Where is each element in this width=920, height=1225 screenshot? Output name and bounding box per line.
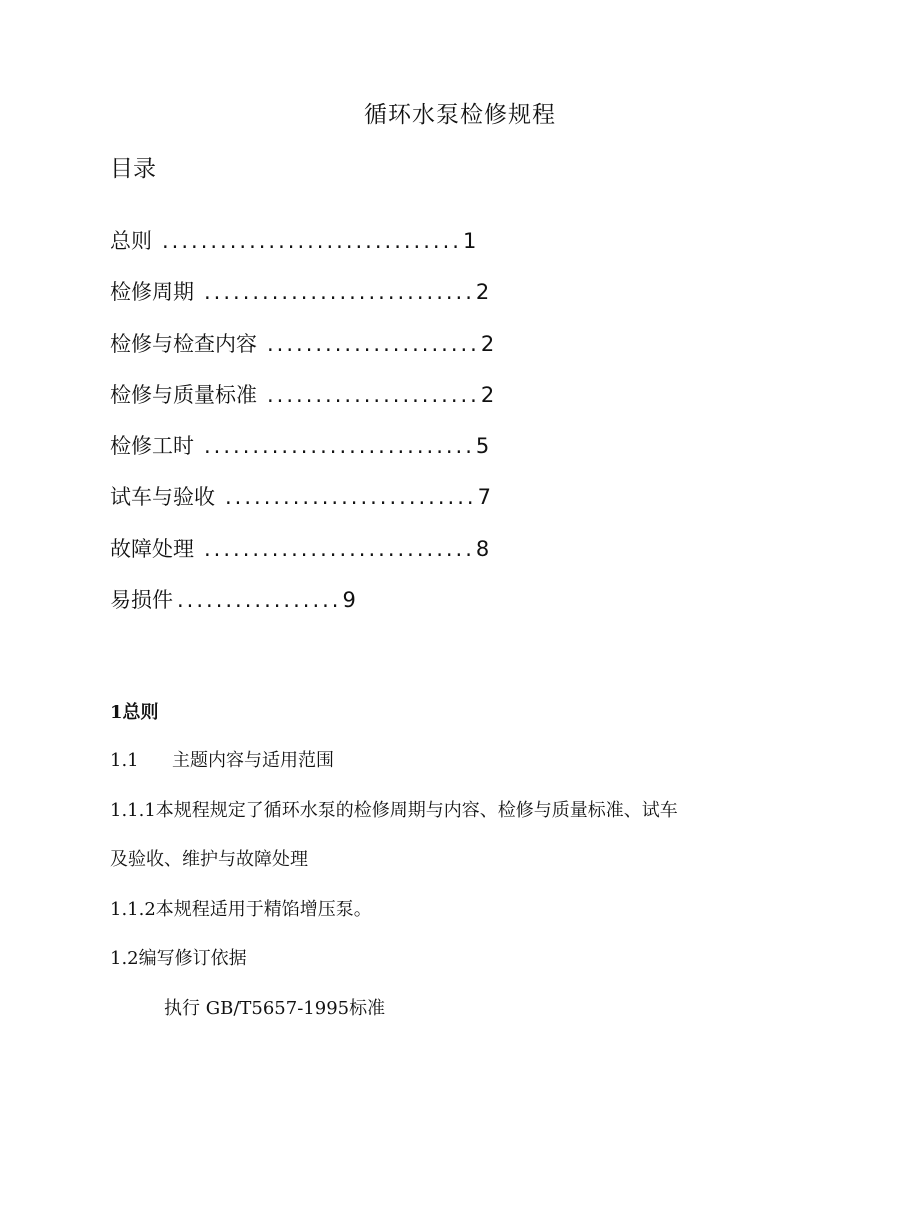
toc-item-wearing-parts[interactable] [110, 583, 494, 634]
toc-page-number: 9 [342, 588, 356, 613]
toc-leader-dots: ............................ [204, 536, 475, 561]
paragraph-text: 及验收、维护与故障处理 [110, 849, 308, 870]
toc-item-label: 故障处理 [110, 536, 194, 561]
toc-item-maintenance-cycle[interactable] [110, 275, 494, 326]
toc-leader-dots: ............................ [204, 434, 475, 459]
toc-page-number: 1 [462, 229, 477, 253]
toc-leader-dots: ............................... [162, 229, 462, 253]
toc-item-label: 检修周期 [110, 280, 194, 305]
subsection-title: 主题内容与适用范围 [172, 750, 334, 771]
document-title: 循环水泵检修规程 [364, 102, 556, 128]
toc-heading: 目录 [110, 156, 156, 182]
toc-leader-dots: ................. [177, 588, 342, 613]
toc-page-number: 5 [475, 434, 490, 459]
toc-item-inspection-content[interactable] [110, 327, 494, 378]
subsection-heading: 1.2编写修订依据 [110, 948, 247, 969]
paragraph-text: 执行 GB/T5657-1995标准 [164, 998, 386, 1019]
toc-page-number: 2 [475, 280, 490, 305]
toc-leader-dots: ............................ [204, 280, 475, 305]
toc-item-label: 总则 [110, 229, 152, 253]
toc-item-test-acceptance[interactable] [110, 480, 494, 531]
table-of-contents [110, 224, 494, 634]
toc-page-number: 8 [475, 536, 490, 561]
toc-leader-dots: ...................... [267, 331, 480, 356]
toc-item-quality-standards[interactable] [110, 378, 494, 429]
toc-item-label: 检修与质量标准 [110, 382, 257, 407]
toc-leader-dots: ...................... [267, 382, 480, 407]
paragraph-text: 1.1.1本规程规定了循环水泵的检修周期与内容、检修与质量标准、试车 [110, 800, 678, 821]
toc-item-work-hours[interactable] [110, 429, 494, 480]
toc-item-troubleshooting[interactable] [110, 532, 494, 583]
section-heading: 1总则 [110, 702, 159, 723]
subsection-number: 1.1 [110, 750, 139, 771]
toc-item-general[interactable] [110, 224, 494, 275]
toc-item-label: 试车与验收 [110, 485, 215, 510]
paragraph-text: 1.1.2本规程适用于精馅增压泵。 [110, 899, 372, 920]
subsection-heading [110, 746, 334, 772]
toc-item-label: 易损件 [110, 588, 173, 613]
toc-item-label: 检修工时 [110, 434, 194, 459]
toc-leader-dots: .......................... [225, 485, 477, 510]
toc-page-number: 2 [480, 331, 495, 356]
toc-page-number: 7 [477, 485, 491, 510]
toc-item-label: 检修与检查内容 [110, 331, 257, 356]
toc-page-number: 2 [480, 382, 495, 407]
